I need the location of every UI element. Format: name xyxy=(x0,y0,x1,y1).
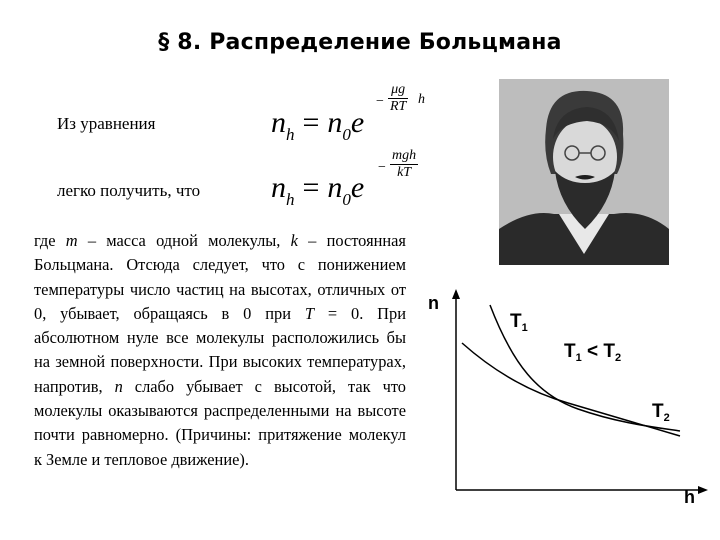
formula2-rhs: n xyxy=(327,171,343,204)
x-axis-label: h xyxy=(684,487,695,507)
formula1-exp-minus: − xyxy=(376,94,384,109)
formula1-exp-den: RT xyxy=(390,99,407,114)
formula2-base: e xyxy=(350,171,365,204)
boltzmann-portrait xyxy=(499,79,669,265)
formula2-lhs-sub: h xyxy=(286,190,295,209)
t1-label: $T_1$ xyxy=(510,311,528,334)
formula2-exp-den: kT xyxy=(397,165,412,180)
formula1-lhs-sub: h xyxy=(286,125,295,144)
formula1-exp-num: μg xyxy=(388,82,408,99)
formula1-eq: = xyxy=(302,106,320,139)
var-T: T xyxy=(304,303,314,323)
var-m: m xyxy=(65,231,78,250)
distribution-graph xyxy=(418,285,718,510)
portrait-drawing xyxy=(499,79,669,265)
formula2 xyxy=(271,171,364,210)
y-axis-arrow xyxy=(452,289,460,299)
body-text-1: где xyxy=(34,231,56,250)
y-axis-label: n xyxy=(428,293,439,313)
body-text-4: = 0. При абсолютном нуле все молекулы расположились бы на земной поверхности. При высоких температурах, напротив, xyxy=(34,303,406,396)
formula1 xyxy=(271,106,364,145)
formula2-rhs-sub: 0 xyxy=(342,190,351,209)
page-title: § 8. Распределение Больцмана xyxy=(158,30,562,55)
formula2-exponent xyxy=(378,148,418,181)
formula1-rhs: n xyxy=(327,106,343,139)
var-n: n xyxy=(114,376,123,396)
formula1-base: e xyxy=(350,106,365,139)
x-axis-arrow xyxy=(698,486,708,494)
temperature-relation: $T_1 < T_2$ xyxy=(564,341,622,364)
formula1-exp-tail: h xyxy=(418,92,425,107)
formula2-exp-num: mgh xyxy=(392,148,417,163)
t2-label: $T_2$ xyxy=(652,401,670,424)
formula1-label: Из уравнения xyxy=(57,114,156,133)
formula1-exponent xyxy=(376,82,425,115)
formula2-eq: = xyxy=(302,171,320,204)
formula2-exp-minus: − xyxy=(378,160,386,175)
formula1-rhs-sub: 0 xyxy=(342,125,351,144)
formula1-lhs: n xyxy=(271,106,286,139)
formula2-label: легко получить, что xyxy=(57,181,201,200)
formula2-lhs: n xyxy=(271,171,286,204)
body-text-5: слабо убывает с высотой, так что молекулы оказываются распределенными на высоте почти равномерно. (Причины: притяжение молекул к Земле и тепловое движение). xyxy=(34,376,406,469)
body-paragraph xyxy=(34,229,406,472)
body-text-2: – масса одной молекулы, xyxy=(87,231,281,250)
body-text-3: – постоянная Больцмана. Отсюда следует, что с понижением температуры число частиц на высотах, отличных от 0, убывает, обращаясь в 0 при xyxy=(34,231,406,323)
var-k: k xyxy=(290,231,298,250)
